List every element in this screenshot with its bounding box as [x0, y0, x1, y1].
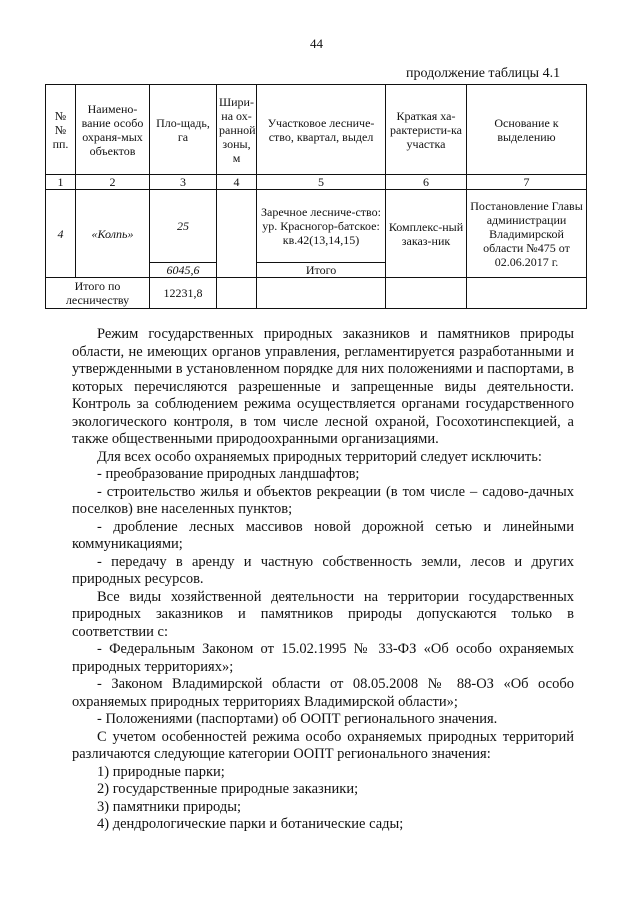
- body-text: [72, 326, 574, 834]
- paragraph-exclusions: Для всех особо охраняемых природных территорий следует исключить:: [97, 448, 542, 465]
- list-item: - строительство жилья и объектов рекреации (в том числе – садово-дачных поселков) вне населенных пунктов;: [72, 483, 574, 517]
- paragraph-categories: С учетом особенностей режима особо охраняемых природных территорий различаются следующие категории ООПТ регионального значения:: [72, 728, 574, 762]
- row-area-subtotal: 6045,6: [150, 263, 217, 278]
- column-number: 4: [217, 175, 257, 190]
- paragraph-activities: Все виды хозяйственной деятельности на территории государственных природных заказников и памятников природы допускаются только в соответствии с:: [72, 588, 574, 640]
- header-area: Пло-щадь, га: [150, 85, 217, 175]
- list-item: 2) государственные природные заказники;: [97, 781, 359, 797]
- header-characteristic: Краткая ха-рактеристи-ка участка: [386, 85, 467, 175]
- row-forestry-total-label: Итого: [257, 263, 386, 278]
- total-value: 12231,8: [150, 278, 217, 309]
- column-number: 6: [386, 175, 467, 190]
- column-number: 5: [257, 175, 386, 190]
- column-number: 2: [76, 175, 150, 190]
- row-basis: Постановление Главы администрации Владимирской области №475 от 02.06.2017 г.: [467, 190, 587, 278]
- row-area: 25: [150, 190, 217, 263]
- table-continuation-label: продолжение таблицы 4.1: [406, 66, 561, 81]
- list-item: - преобразование природных ландшафтов;: [97, 466, 360, 482]
- list-item: 1) природные парки;: [97, 763, 225, 780]
- row-protection-zone: [217, 190, 257, 278]
- header-forestry: Участковое лесниче-ство, квартал, выдел: [257, 85, 386, 175]
- row-characteristic: Комплекс-ный заказ-ник: [386, 190, 467, 278]
- total-empty-cell: [217, 278, 257, 309]
- column-number: 1: [46, 175, 76, 190]
- header-protection-zone: Шири-на ох-ранной зоны, м: [217, 85, 257, 175]
- paragraph-regime: Режим государственных природных заказников и памятников природы области, не имеющих органов управления, регламентируется разработанными и утвержденными в установленном порядке для них положениями и паспортами, в которых перечисляются разрешенные и запрещенные виды деятельности. Контроль за соблюдением режима осуществляется органами государственного экологического контроля, в том числе лесной охраной, Госохотинспекцией, а также общественными природоохранными организациями.: [72, 326, 574, 447]
- list-item: - дробление лесных массивов новой дорожной сетью и линейными коммуникациями;: [72, 518, 574, 552]
- header-number: № № пп.: [46, 85, 76, 175]
- list-item: - Законом Владимирской области от 08.05.2008 № 88-ОЗ «Об особо охраняемых природных территориях Владимирской области»;: [72, 676, 574, 710]
- column-number: 3: [150, 175, 217, 190]
- table-total-row: [46, 278, 587, 309]
- page-number: 44: [310, 36, 323, 51]
- row-number: 4: [46, 190, 76, 278]
- protected-areas-table: [45, 84, 587, 309]
- list-item: 4) дендрологические парки и ботанические сады;: [97, 816, 404, 832]
- total-empty-cell: [467, 278, 587, 309]
- table-header-row: [46, 85, 587, 175]
- list-item: 3) памятники природы;: [97, 798, 242, 815]
- total-empty-cell: [386, 278, 467, 309]
- header-basis: Основание к выделению: [467, 85, 587, 175]
- row-name: «Колпь»: [76, 190, 150, 278]
- total-label: Итого по лесничеству: [46, 278, 150, 309]
- table-row: [46, 190, 587, 263]
- row-forestry: Заречное лесниче-ство: ур. Красногор-батское: кв.42(13,14,15): [257, 190, 386, 263]
- list-item: - Федеральным Законом от 15.02.1995 № 33-ФЗ «Об особо охраняемых природных территориях»;: [72, 641, 574, 675]
- column-number: 7: [467, 175, 587, 190]
- list-item: - Положениями (паспортами) об ООПТ регионального значения.: [97, 711, 498, 727]
- list-item: - передачу в аренду и частную собственность земли, лесов и других природных ресурсов.: [72, 553, 574, 587]
- column-numbers-row: [46, 175, 587, 190]
- header-name: Наимено-вание особо охраня-мых объектов: [76, 85, 150, 175]
- total-empty-cell: [257, 278, 386, 309]
